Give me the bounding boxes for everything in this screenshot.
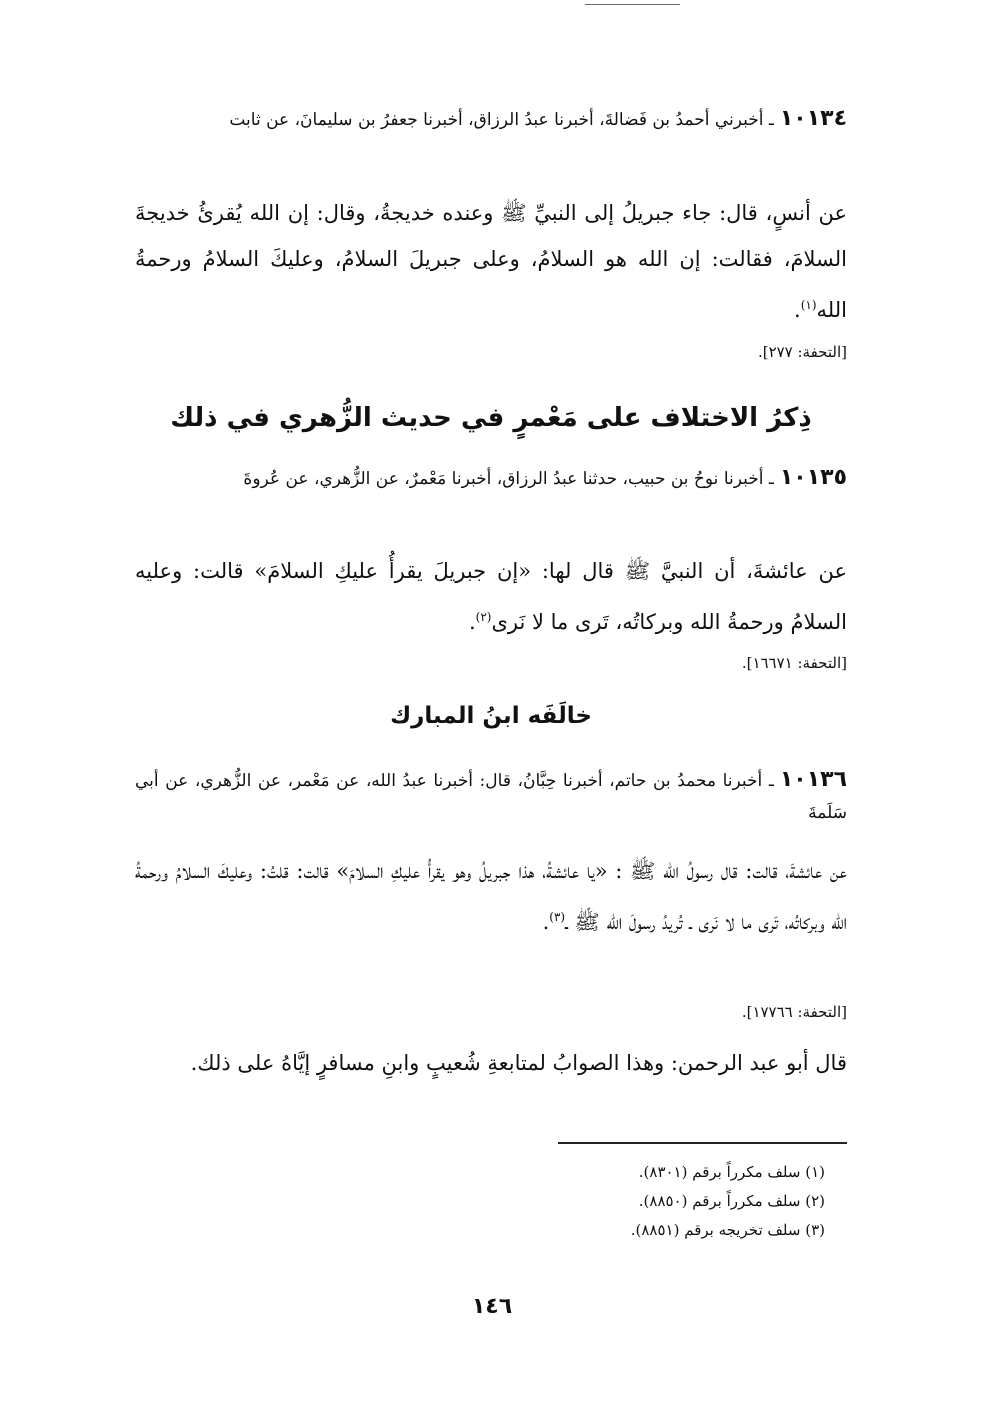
hadith-10136-isnad xyxy=(135,764,847,829)
matn-text: عن عائشةَ، أن النبيَّ ﷺ قال لها: «إن جبريلَ يقرأُ عليكِ السلامَ» قالت: وعليه السلامُ ورحمةُ الله وبركاتُه، تَرى ما لا نَرى xyxy=(135,559,847,634)
footnote-1: (١) سلف مكرراً برقم (٨٣٠١). xyxy=(638,1163,825,1181)
page-number: ١٤٦ xyxy=(471,1294,513,1319)
isnad-text: ـ أخبرنا محمدُ بن حاتم، أخبرنا حِبَّانُ، قال: أخبرنا عبدُ الله، عن مَعْمر، عن الزُّهري، عن أبي سَلَمةَ xyxy=(135,771,847,823)
tuhfa-reference: [التحفة: ١٧٧٦٦]. xyxy=(741,1003,847,1021)
tuhfa-reference: [التحفة: ١٦٦٧١]. xyxy=(741,654,847,672)
section-heading-2: خالَفَه ابنُ المبارك xyxy=(390,703,592,729)
matn-text: عن أنسٍ، قال: جاء جبريلُ إلى النبيِّ ﷺ وعنده خديجةُ، وقال: إن الله يُقرئُ خديجةَ السلامَ، فقالت: إن الله هو السلامُ، وعلى جبريلَ السلامُ، وعليكَ السلامُ ورحمةُ الله xyxy=(135,201,847,322)
footnote-marker: (١) xyxy=(800,298,817,312)
end-mark: . xyxy=(794,298,801,322)
hadith-10136-ref xyxy=(135,1000,847,1024)
top-rule xyxy=(585,4,680,5)
hadith-number: ١٠١٣٤ xyxy=(779,106,847,131)
tuhfa-reference: [التحفة: ٢٧٧]. xyxy=(757,343,847,361)
footnote-3: (٣) سلف تخريجه برقم (٨٨٥١). xyxy=(630,1221,825,1239)
isnad-text: ـ أخبرني أحمدُ بن فَضالةَ، أخبرنا عبدُ الرزاق، أخبرنا جعفرُ بن سليمانَ، عن ثابت xyxy=(229,110,774,130)
closing-remark: قال أبو عبد الرحمن: وهذا الصوابُ لمتابعةِ شُعيبٍ وابنِ مسافرٍ إيَّاهُ على ذلك. xyxy=(190,1051,847,1075)
hadith-10134-ref xyxy=(135,340,847,364)
hadith-10134-matn xyxy=(135,190,847,333)
hadith-number: ١٠١٣٥ xyxy=(779,465,847,490)
matn-text: عن عائشةَ، قالت: قال رسولُ الله ﷺ : «يا عائشةُ، هذا جبريلُ وهو يقرأُ عليكِ السلامَ» قالت: قلتُ: وعليكَ السلامُ ورحمةُ الله وبركاتُه، تَرى ما لا نَرى ـ تُريدُ رسولَ الله ﷺ ـ xyxy=(135,859,847,934)
end-mark: . xyxy=(542,910,550,934)
end-mark: . xyxy=(468,610,476,634)
isnad-text: ـ أخبرنا نوحُ بن حبيب، حدثنا عبدُ الرزاق، أخبرنا مَعْمرٌ، عن الزُّهري، عن عُروةَ xyxy=(243,469,774,489)
footnotes xyxy=(560,1158,825,1245)
section-heading: ذِكرُ الاختلاف على مَعْمرٍ في حديث الزُّهري في ذلك xyxy=(170,403,812,433)
hadith-10135-matn xyxy=(135,548,847,645)
hadith-10136-matn xyxy=(135,848,847,945)
hadith-10135-isnad xyxy=(135,462,847,495)
footnote-marker: (٣) xyxy=(549,910,566,924)
footnote-separator xyxy=(558,1142,847,1144)
hadith-number: ١٠١٣٦ xyxy=(779,767,847,792)
hadith-10134-isnad xyxy=(135,103,847,136)
footnote-marker: (٢) xyxy=(475,610,492,624)
footnote-2: (٢) سلف مكرراً برقم (٨٨٥٠). xyxy=(638,1192,825,1210)
hadith-10135-ref xyxy=(135,651,847,675)
